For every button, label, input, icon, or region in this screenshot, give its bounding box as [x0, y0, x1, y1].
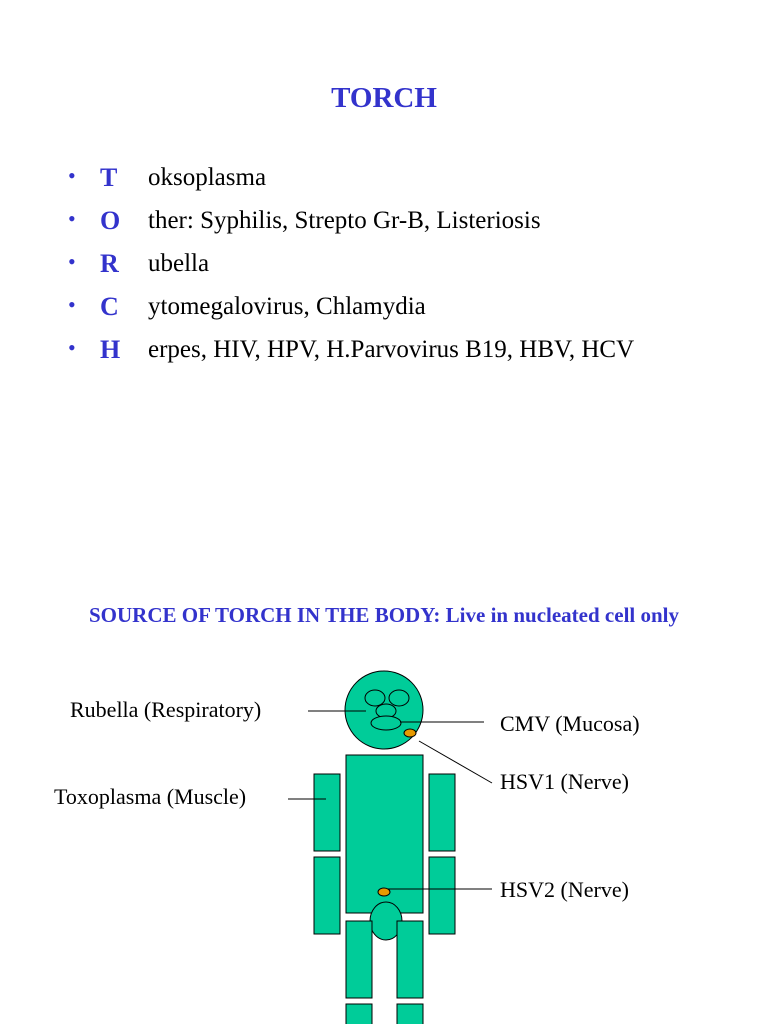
right-lower-leg-shape	[397, 1004, 423, 1024]
mouth-shape	[371, 716, 401, 730]
rubella-label: Rubella (Respiratory)	[70, 697, 262, 722]
left-lower-leg-shape	[346, 1004, 372, 1024]
cmv-spot-shape	[404, 729, 416, 737]
item-letter: H	[100, 335, 121, 364]
item-text: oksoplasma	[148, 164, 267, 191]
hsv1-label: HSV1 (Nerve)	[500, 769, 629, 794]
item-text: ubella	[148, 250, 210, 277]
left-lower-arm-shape	[314, 857, 340, 934]
hsv2-label: HSV2 (Nerve)	[500, 877, 629, 902]
item-letter: C	[100, 292, 119, 321]
item-letter: T	[100, 163, 118, 192]
eye-right-shape	[389, 690, 409, 706]
item-letter: O	[100, 206, 121, 235]
cmv-label: CMV (Mucosa)	[500, 711, 640, 736]
right-lower-arm-shape	[429, 857, 455, 934]
bullet-icon: •	[68, 206, 76, 231]
left-upper-arm-shape	[314, 774, 340, 851]
item-letter: R	[100, 249, 119, 278]
toxoplasma-label: Toxoplasma (Muscle)	[54, 784, 247, 809]
bullet-icon: •	[68, 335, 76, 360]
page-title: TORCH	[331, 82, 437, 114]
left-upper-leg-shape	[346, 921, 372, 998]
item-text: erpes, HIV, HPV, H.Parvovirus B19, HBV, HCV	[148, 336, 635, 363]
bullet-icon: •	[68, 249, 76, 274]
right-upper-leg-shape	[397, 921, 423, 998]
item-text: ther: Syphilis, Strepto Gr-B, Listeriosis	[148, 207, 541, 234]
bullet-icon: •	[68, 163, 76, 188]
source-heading: SOURCE OF TORCH IN THE BODY: Live in nucleated cell only	[88, 603, 680, 627]
eye-left-shape	[365, 690, 385, 706]
item-text: ytomegalovirus, Chlamydia	[148, 293, 426, 320]
right-upper-arm-shape	[429, 774, 455, 851]
bullet-icon: •	[68, 292, 76, 317]
